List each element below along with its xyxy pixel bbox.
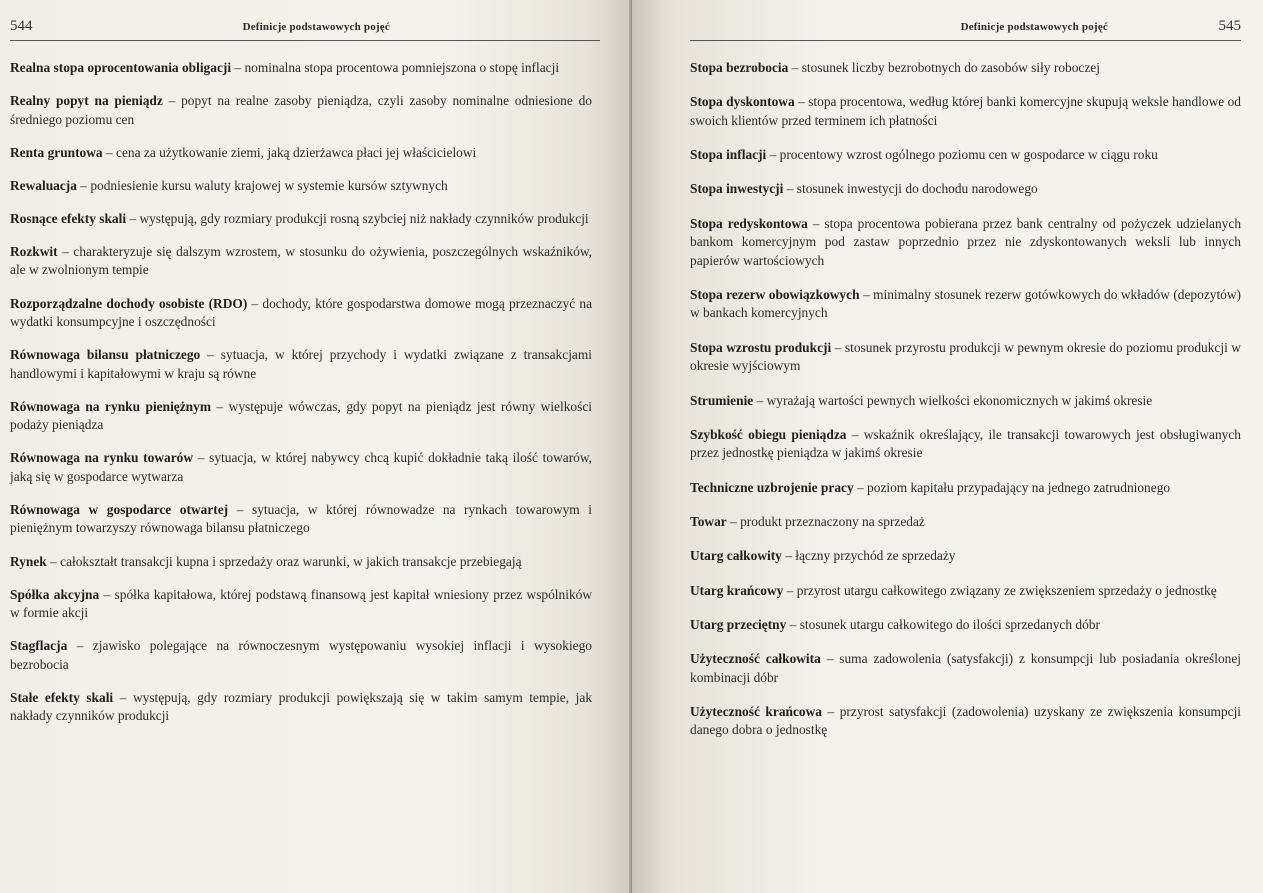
right-running-head: Definicje podstawowych pojęć <box>960 21 1108 33</box>
entry-separator: – <box>794 94 809 110</box>
entry-term: Spółka akcyjna <box>10 586 100 602</box>
entry-definition: popyt na realne zasoby pieniądza, czyli zasoby nominalne odniesione do średniego poziomu cen <box>10 93 592 127</box>
entry-separator: – <box>231 60 245 75</box>
glossary-entry <box>10 398 592 435</box>
entry-definition: poziom kapitału przypadający na jednego zatrudnionego <box>867 479 1171 495</box>
entry-definition: stosunek utargu całkowitego do ilości sprzedanych dóbr <box>799 616 1100 632</box>
entry-definition: nominalna stopa procentowa pomniejszona o stopę inflacji <box>244 60 560 75</box>
left-entry-list <box>10 59 592 726</box>
glossary-entry <box>10 449 592 486</box>
glossary-entry <box>690 616 1241 635</box>
entry-separator: – <box>57 243 74 259</box>
entry-separator: – <box>788 60 802 75</box>
left-page-number: 544 <box>10 18 33 34</box>
glossary-entry <box>690 215 1241 271</box>
entry-term: Stopa inflacji <box>690 147 767 163</box>
glossary-entry <box>10 501 592 538</box>
entry-term: Stopa wzrostu produkcji <box>690 339 832 355</box>
entry-definition: wyrażają wartości pewnych wielkości ekonomicznych w jakimś okresie <box>766 392 1153 408</box>
entry-separator: – <box>783 582 797 598</box>
entry-definition: stosunek inwestycji do dochodu narodowego <box>796 181 1038 197</box>
entry-separator: – <box>821 703 840 719</box>
entry-definition: zjawisko polegające na równoczesnym występowaniu wysokiej inflacji i wysokiego bezrobocia <box>10 638 592 672</box>
entry-separator: – <box>853 479 868 495</box>
entry-term: Stałe efekty skali <box>10 689 114 705</box>
entry-separator: – <box>228 501 252 517</box>
entry-definition: stopa procentowa pobierana przez bank centralny od pożyczek udzielanych bankom komercyjnym pod zastaw poprzednio przez nie zdyskontowanych weksli lub innych papierów wartościowych <box>690 215 1242 268</box>
entry-separator: – <box>162 93 182 109</box>
glossary-entry <box>690 703 1241 740</box>
entry-definition: dochody, które gospodarstwa domowe mogą przeznaczyć na wydatki konsumpcyjne i oszczędności <box>10 295 593 330</box>
glossary-entry <box>10 637 592 674</box>
entry-term: Realny popyt na pieniądz <box>10 93 163 109</box>
entry-separator: – <box>831 339 845 355</box>
entry-definition: spółka kapitałowa, której podstawą finansową jest kapitał wniesiony przez wspólników w formie akcji <box>10 586 593 621</box>
entry-term: Rynek <box>10 553 47 569</box>
entry-definition: procentowy wzrost ogólnego poziomu cen w gospodarce w ciągu roku <box>779 147 1158 163</box>
glossary-entry <box>690 426 1241 463</box>
entry-definition: sytuacja, w której nabywcy chcą kupić dokładnie taką ilość towarów, jaką się w gospodarce wytwarza <box>10 450 592 484</box>
glossary-entry <box>690 93 1241 130</box>
entry-definition: sytuacja, w której przychody i wydatki związane z transakcjami handlowymi i kapitałowymi w kraju są równe <box>10 347 592 381</box>
glossary-entry <box>690 513 1241 532</box>
entry-separator: – <box>859 286 874 302</box>
entry-term: Renta gruntowa <box>10 144 103 160</box>
entry-separator: – <box>200 347 221 363</box>
glossary-entry <box>690 339 1241 376</box>
entry-definition: występuje wówczas, gdy popyt na pieniądz jest równy wielkości podaży pieniądza <box>10 398 592 433</box>
entry-separator: – <box>102 144 117 160</box>
right-page-number: 545 <box>1218 18 1241 34</box>
entry-definition: stosunek przyrostu produkcji w pewnym okresie do poziomu produkcji w okresie wyjściowym <box>690 339 1241 374</box>
glossary-entry <box>690 650 1241 687</box>
glossary-entry <box>690 479 1241 498</box>
entry-separator: – <box>726 513 741 529</box>
entry-separator: – <box>753 392 767 408</box>
entry-term: Realna stopa oprocentowania obligacji <box>10 60 232 75</box>
entry-definition: stosunek liczby bezrobotnych do zasobów siły roboczej <box>801 60 1100 75</box>
glossary-entry <box>10 59 592 78</box>
entry-term: Utarg całkowity <box>690 548 782 564</box>
entry-definition: przyrost utargu całkowitego związany ze zwiększeniem sprzedaży o jednostkę <box>796 582 1217 598</box>
entry-term: Rosnące efekty skali <box>10 210 127 226</box>
entry-definition: sytuacja, w której równowadze na rynkach towarowym i pieniężnym towarzyszy równowaga bilansu płatniczego <box>10 501 593 536</box>
entry-term: Równowaga w gospodarce otwartej <box>10 501 229 517</box>
glossary-entry <box>10 177 592 196</box>
entry-term: Stopa rezerw obowiązkowych <box>690 286 860 302</box>
entry-definition: całokształt transakcji kupna i sprzedaży oraz warunki, w jakich transakcje przebiegają <box>60 553 522 569</box>
entry-separator: – <box>766 147 780 163</box>
entry-term: Stopa redyskontowa <box>690 215 808 231</box>
glossary-entry <box>690 146 1241 165</box>
entry-term: Równowaga bilansu płatniczego <box>10 347 201 363</box>
entry-term: Rozporządzalne dochody osobiste (RDO) <box>10 295 248 311</box>
entry-term: Strumienie <box>690 392 754 408</box>
glossary-entry <box>690 547 1241 566</box>
entry-separator: – <box>76 177 91 193</box>
glossary-entry <box>10 92 592 129</box>
entry-term: Użyteczność krańcowa <box>690 703 822 719</box>
entry-separator: – <box>781 548 796 564</box>
entry-separator: – <box>46 553 61 569</box>
entry-separator: – <box>820 651 840 667</box>
glossary-entry <box>10 144 592 163</box>
entry-term: Użyteczność całkowita <box>690 651 821 667</box>
entry-term: Stagflacja <box>10 638 68 654</box>
glossary-entry <box>10 243 592 280</box>
entry-term: Utarg przeciętny <box>690 616 787 632</box>
entry-definition: wskaźnik określający, ile transakcji towarowych jest obsługiwanych przez jednostkę pieniądza w jakimś okresie <box>690 426 1241 461</box>
entry-separator: – <box>846 426 864 442</box>
entry-separator: – <box>126 210 140 226</box>
entry-definition: charakteryzuje się dalszym wzrostem, w stosunku do ożywienia, poszczególnych wskaźników, ale w zwolnionym tempie <box>10 243 593 278</box>
entry-term: Stopa dyskontowa <box>690 94 795 110</box>
entry-separator: – <box>67 638 93 654</box>
entry-term: Rewaluacja <box>10 177 77 193</box>
glossary-entry <box>690 582 1241 601</box>
right-page <box>632 0 1263 893</box>
glossary-entry <box>10 210 592 229</box>
entry-separator: – <box>807 215 825 231</box>
entry-separator: – <box>99 586 115 602</box>
entry-definition: występują, gdy rozmiary produkcji powiększają się w takim samym tempie, jak nakłady czynników produkcji <box>10 689 593 724</box>
entry-definition: podniesienie kursu waluty krajowej w systemie kursów sztywnych <box>90 177 448 193</box>
entry-definition: cena za użytkowanie ziemi, jaką dzierżawca płaci jej właścicielowi <box>116 144 477 160</box>
entry-separator: – <box>247 295 263 311</box>
glossary-entry <box>690 180 1241 199</box>
left-running-head: Definicje podstawowych pojęć <box>242 21 390 33</box>
glossary-entry <box>10 553 592 572</box>
glossary-entry <box>690 286 1241 323</box>
glossary-entry <box>690 392 1241 411</box>
right-entry-list <box>690 59 1241 740</box>
entry-term: Szybkość obiegu pieniądza <box>690 426 847 442</box>
entry-definition: minimalny stosunek rezerw gotówkowych do wkładów (depozytów) w bankach komercyjnych <box>690 286 1242 321</box>
glossary-entry <box>10 346 592 383</box>
glossary-entry <box>690 59 1241 78</box>
entry-term: Towar <box>690 513 727 529</box>
glossary-entry <box>10 689 592 726</box>
left-page-header <box>10 18 600 41</box>
entry-term: Utarg krańcowy <box>690 582 784 598</box>
entry-term: Stopa bezrobocia <box>690 60 789 75</box>
entry-separator: – <box>210 398 229 414</box>
entry-separator: – <box>193 450 210 466</box>
entry-separator: – <box>783 181 797 197</box>
glossary-entry <box>10 586 592 623</box>
glossary-entry <box>10 295 592 332</box>
entry-separator: – <box>786 616 800 632</box>
entry-term: Stopa inwestycji <box>690 181 784 197</box>
entry-term: Równowaga na rynku pieniężnym <box>10 398 211 414</box>
entry-definition: występują, gdy rozmiary produkcji rosną szybciej niż nakłady czynników produkcji <box>139 210 589 226</box>
entry-separator: – <box>113 689 133 705</box>
entry-definition: łączny przychód ze sprzedaży <box>795 548 956 564</box>
entry-term: Rozkwit <box>10 243 58 259</box>
entry-definition: przyrost satysfakcji (zadowolenia) uzyskany ze zwiększenia konsumpcji danego dobra o jednostkę <box>690 703 1242 738</box>
entry-definition: produkt przeznaczony na sprzedaż <box>740 513 925 529</box>
entry-term: Równowaga na rynku towarów <box>10 450 194 466</box>
entry-term: Techniczne uzbrojenie pracy <box>690 479 854 495</box>
right-page-header <box>690 18 1241 41</box>
entry-definition: stopa procentowa, według której banki komercyjne skupują weksle handlowe od swoich klientów przed terminem ich płatności <box>690 94 1241 128</box>
entry-definition: suma zadowolenia (satysfakcji) z konsumpcji lub posiadania określonej kombinacji dóbr <box>690 651 1242 685</box>
